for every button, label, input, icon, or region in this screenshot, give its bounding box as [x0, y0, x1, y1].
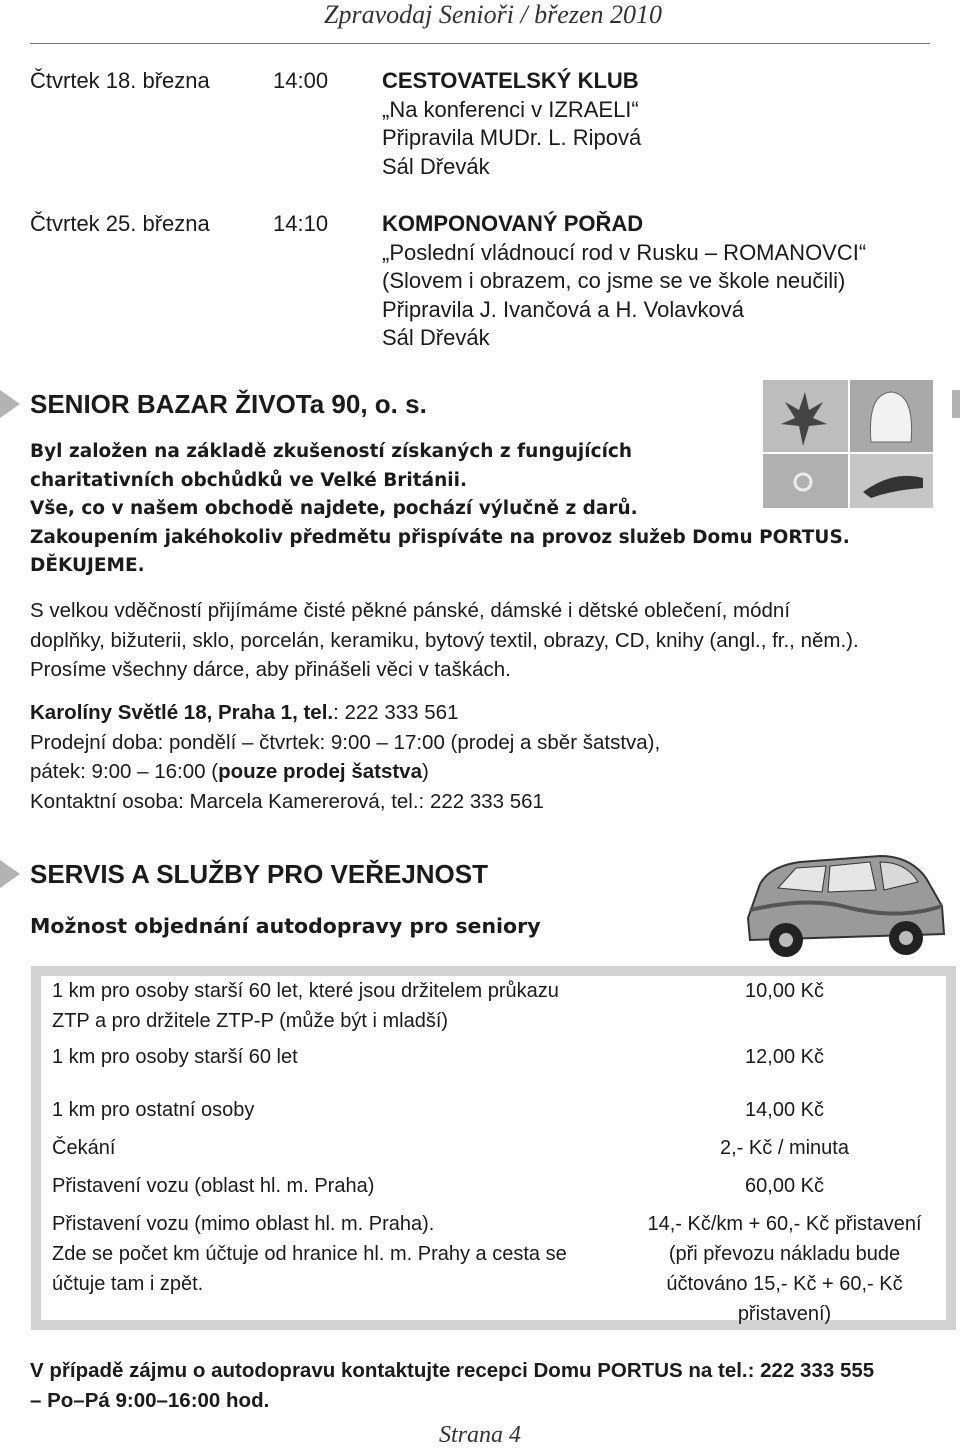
row-price-line: (při převozu nákladu bude — [668, 1243, 901, 1265]
price-table — [31, 966, 956, 1330]
row-description — [52, 1209, 567, 1299]
event-title: KOMPONOVANÝ POŘAD — [382, 211, 644, 236]
row-description-line: 1 km pro osoby starší 60 let — [52, 1046, 298, 1068]
bazar-intro-line: DĚKUJEME. — [30, 555, 145, 576]
address-line — [30, 698, 660, 728]
event-line: „Na konferenci v IZRAELI“ — [382, 96, 639, 122]
row-price — [608, 1209, 960, 1329]
paragraph-line: S velkou vděčností přijímáme čisté pěkné pánské, dámské i dětské oblečení, módní — [30, 599, 791, 622]
row-description — [52, 976, 559, 1036]
bazar-intro-line: Vše, co v našem obchodě najdete, pochází výlučně z darů. — [30, 498, 638, 519]
row-price-line: 60,00 Kč — [745, 1175, 824, 1197]
bazar-intro-line: Byl založen na základě zkušeností získaných z fungujících — [30, 441, 633, 462]
event-line: Sál Dřevák — [382, 325, 490, 350]
section-arrow-icon — [0, 390, 20, 418]
transport-subheading: Možnost objednání autodopravy pro seniory — [30, 914, 541, 938]
event-body — [382, 67, 641, 181]
contact-note-line: V případě zájmu o autodopravu kontaktujte recepci Domu PORTUS na tel.: 222 333 555 — [30, 1359, 875, 1382]
section-heading-bazar: SENIOR BAZAR ŽIVOTa 90, o. s. — [30, 389, 427, 419]
bazar-intro-line: Zakoupením jakéhokoliv předmětu přispíváte na provoz služeb Domu PORTUS. — [30, 526, 850, 548]
address-phone: : 222 333 561 — [333, 701, 459, 724]
hours-line: Prodejní doba: pondělí – čtvrtek: 9:00 – 17:00 (prodej a sběr šatstva), — [30, 730, 661, 754]
row-price — [608, 1095, 960, 1125]
bazar-intro-line: charitativních obchůdků ve Velké Británii. — [30, 469, 467, 491]
row-description — [52, 1133, 115, 1163]
row-description-line: ZTP a pro držitele ZTP-P (může být i mladší) — [52, 1010, 449, 1032]
row-price — [608, 1171, 960, 1201]
row-price-line: účtováno 15,- Kč + 60,- Kč — [666, 1273, 903, 1295]
row-price — [608, 1133, 960, 1163]
event-line: Sál Dřevák — [382, 153, 490, 179]
contact-note-line: – Po–Pá 9:00–16:00 hod. — [30, 1389, 270, 1412]
row-description-line: 1 km pro ostatní osoby — [52, 1099, 255, 1121]
contact-note — [30, 1356, 874, 1416]
event-line: „Poslední vládnoucí rod v Rusku – ROMANOVCI“ — [382, 239, 867, 265]
row-price — [608, 1042, 960, 1072]
hours-emphasis: pouze prodej šatstva — [218, 760, 422, 783]
bazar-paragraph — [30, 596, 859, 685]
page-number: Strana 4 — [438, 1422, 521, 1448]
event-time: 14:00 — [273, 68, 329, 93]
row-price-line: 14,00 Kč — [745, 1099, 824, 1121]
minivan-photo — [730, 848, 955, 963]
row-price-line: přistavení) — [737, 1303, 832, 1325]
row-description-line: Zde se počet km účtuje od hranice hl. m. Prahy a cesta se — [52, 1243, 567, 1265]
paragraph-line: doplňky, bižuterii, sklo, porcelán, keramiku, bytový textil, obrazy, CD, knihy (angl., fr., něm.). — [30, 628, 859, 652]
bazar-intro — [30, 438, 850, 581]
address-text: Karolíny Světlé 18, Praha 1, tel. — [30, 701, 334, 724]
event-line: (Slovem i obrazem, co jsme se ve škole neučili) — [382, 268, 846, 293]
paragraph-line: Prosíme všechny dárce, aby přinášeli věci v taškách. — [30, 658, 511, 681]
row-description — [52, 1171, 374, 1201]
event-body — [382, 210, 866, 353]
event-line: Připravila MUDr. L. Ripová — [382, 125, 642, 150]
row-description-line: Čekání — [52, 1137, 116, 1159]
row-description-line: Přistavení vozu (mimo oblast hl. m. Praha). — [52, 1213, 435, 1235]
header-divider — [30, 43, 930, 44]
event-day: Čtvrtek 25. března — [30, 211, 210, 236]
hours-text-end: ) — [421, 760, 429, 783]
row-description — [52, 1042, 298, 1072]
row-price-line: 14,- Kč/km + 60,- Kč přistavení — [647, 1213, 922, 1235]
row-price — [608, 976, 960, 1006]
event-title: CESTOVATELSKÝ KLUB — [382, 68, 639, 93]
contact-person-line: Kontaktní osoba: Marcela Kamererová, tel.: 222 333 561 — [30, 789, 544, 813]
event-line: Připravila J. Ivančová a H. Volavková — [382, 296, 744, 322]
row-description-line: účtuje tam i zpět. — [52, 1273, 204, 1295]
section-arrow-icon — [0, 860, 20, 888]
event-time: 14:10 — [273, 211, 329, 236]
row-price-line: 12,00 Kč — [745, 1046, 824, 1068]
row-description — [52, 1095, 254, 1125]
hours-line-friday — [30, 757, 660, 787]
section-heading-servis: SERVIS A SLUŽBY PRO VEŘEJNOST — [30, 859, 488, 889]
event-day: Čtvrtek 18. března — [30, 68, 210, 93]
row-price-line: 10,00 Kč — [745, 980, 824, 1002]
row-description-line: 1 km pro osoby starší 60 let, které jsou držitelem průkazu — [52, 980, 559, 1002]
row-price-line: 2,- Kč / minuta — [720, 1137, 849, 1159]
row-description-line: Přistavení vozu (oblast hl. m. Praha) — [52, 1175, 375, 1197]
bazar-contact-block — [30, 698, 660, 816]
section-edge-marker — [952, 390, 960, 418]
hours-text: pátek: 9:00 – 16:00 ( — [30, 760, 219, 783]
newsletter-title: Zpravodaj Senioři / březen 2010 — [324, 0, 662, 29]
price-table-body — [41, 976, 946, 1325]
